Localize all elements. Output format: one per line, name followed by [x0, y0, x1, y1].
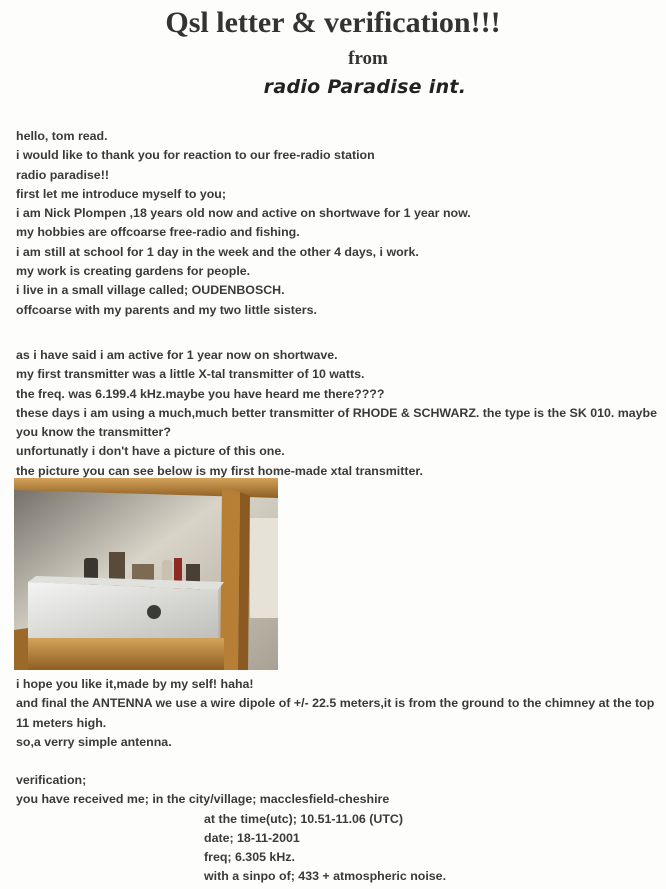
text-line: my hobbies are offcoarse free-radio and fishing. — [16, 225, 300, 240]
verification-received: you have received me; in the city/village; macclesfield-cheshire — [16, 792, 390, 807]
letter-title: Qsl letter & verification!!! — [165, 6, 501, 39]
from-label: from — [348, 48, 388, 69]
verification-heading: verification; — [16, 773, 87, 787]
text-line: as i have said i am active for 1 year now on shortwave. — [16, 348, 338, 362]
text-line: so,a verry simple antenna. — [16, 734, 172, 749]
antenna-paragraph — [16, 675, 661, 752]
verification-time: at the time(utc); 10.51-11.06 (UTC) — [204, 811, 403, 826]
text-line: first let me introduce myself to you; — [16, 186, 226, 201]
intro-paragraph — [16, 127, 661, 320]
text-line: i am still at school for 1 day in the week and the other 4 days, i work. — [16, 244, 419, 259]
text-line: offcoarse with my parents and my two little sisters. — [16, 302, 317, 317]
text-line: my first transmitter was a little X-tal transmitter of 10 watts. — [16, 367, 365, 382]
verification-date: date; 18-11-2001 — [204, 830, 300, 845]
station-name: radio Paradise int. — [263, 76, 467, 98]
verification-sinpo: with a sinpo of; 433 + atmospheric noise. — [204, 869, 447, 884]
transmitter-paragraph — [16, 346, 661, 481]
text-line: unfortunatly i don't have a picture of this one. — [16, 444, 285, 459]
verification-section — [16, 771, 661, 887]
text-line: my work is creating gardens for people. — [16, 264, 251, 279]
text-line: hello, tom read. — [16, 129, 108, 143]
text-line: i would like to thank you for reaction to our free-radio station — [16, 148, 375, 163]
text-line: radio paradise!! — [16, 167, 109, 182]
text-line: i hope you like it,made by my self! haha! — [16, 677, 254, 691]
text-line: the freq. was 6.199.4 kHz.maybe you have heard me there???? — [16, 386, 385, 401]
text-line: the picture you can see below is my first home-made xtal transmitter. — [16, 463, 423, 478]
transmitter-photo — [14, 478, 278, 670]
home-made-xtal-transmitter-photo-icon — [14, 478, 278, 670]
text-line: these days i am using a much,much better transmitter of RHODE & SCHWARZ. the type is the SK 010. maybe you know the transmitter? — [16, 405, 658, 440]
verification-freq: freq; 6.305 kHz. — [204, 850, 295, 865]
text-line: and final the ANTENNA we use a wire dipole of +/- 22.5 meters,it is from the ground to the chimney at the top 11 meters high. — [16, 696, 655, 730]
text-line: i live in a small village called; OUDENBOSCH. — [16, 283, 285, 298]
text-line: i am Nick Plompen ,18 years old now and active on shortwave for 1 year now. — [16, 206, 471, 221]
